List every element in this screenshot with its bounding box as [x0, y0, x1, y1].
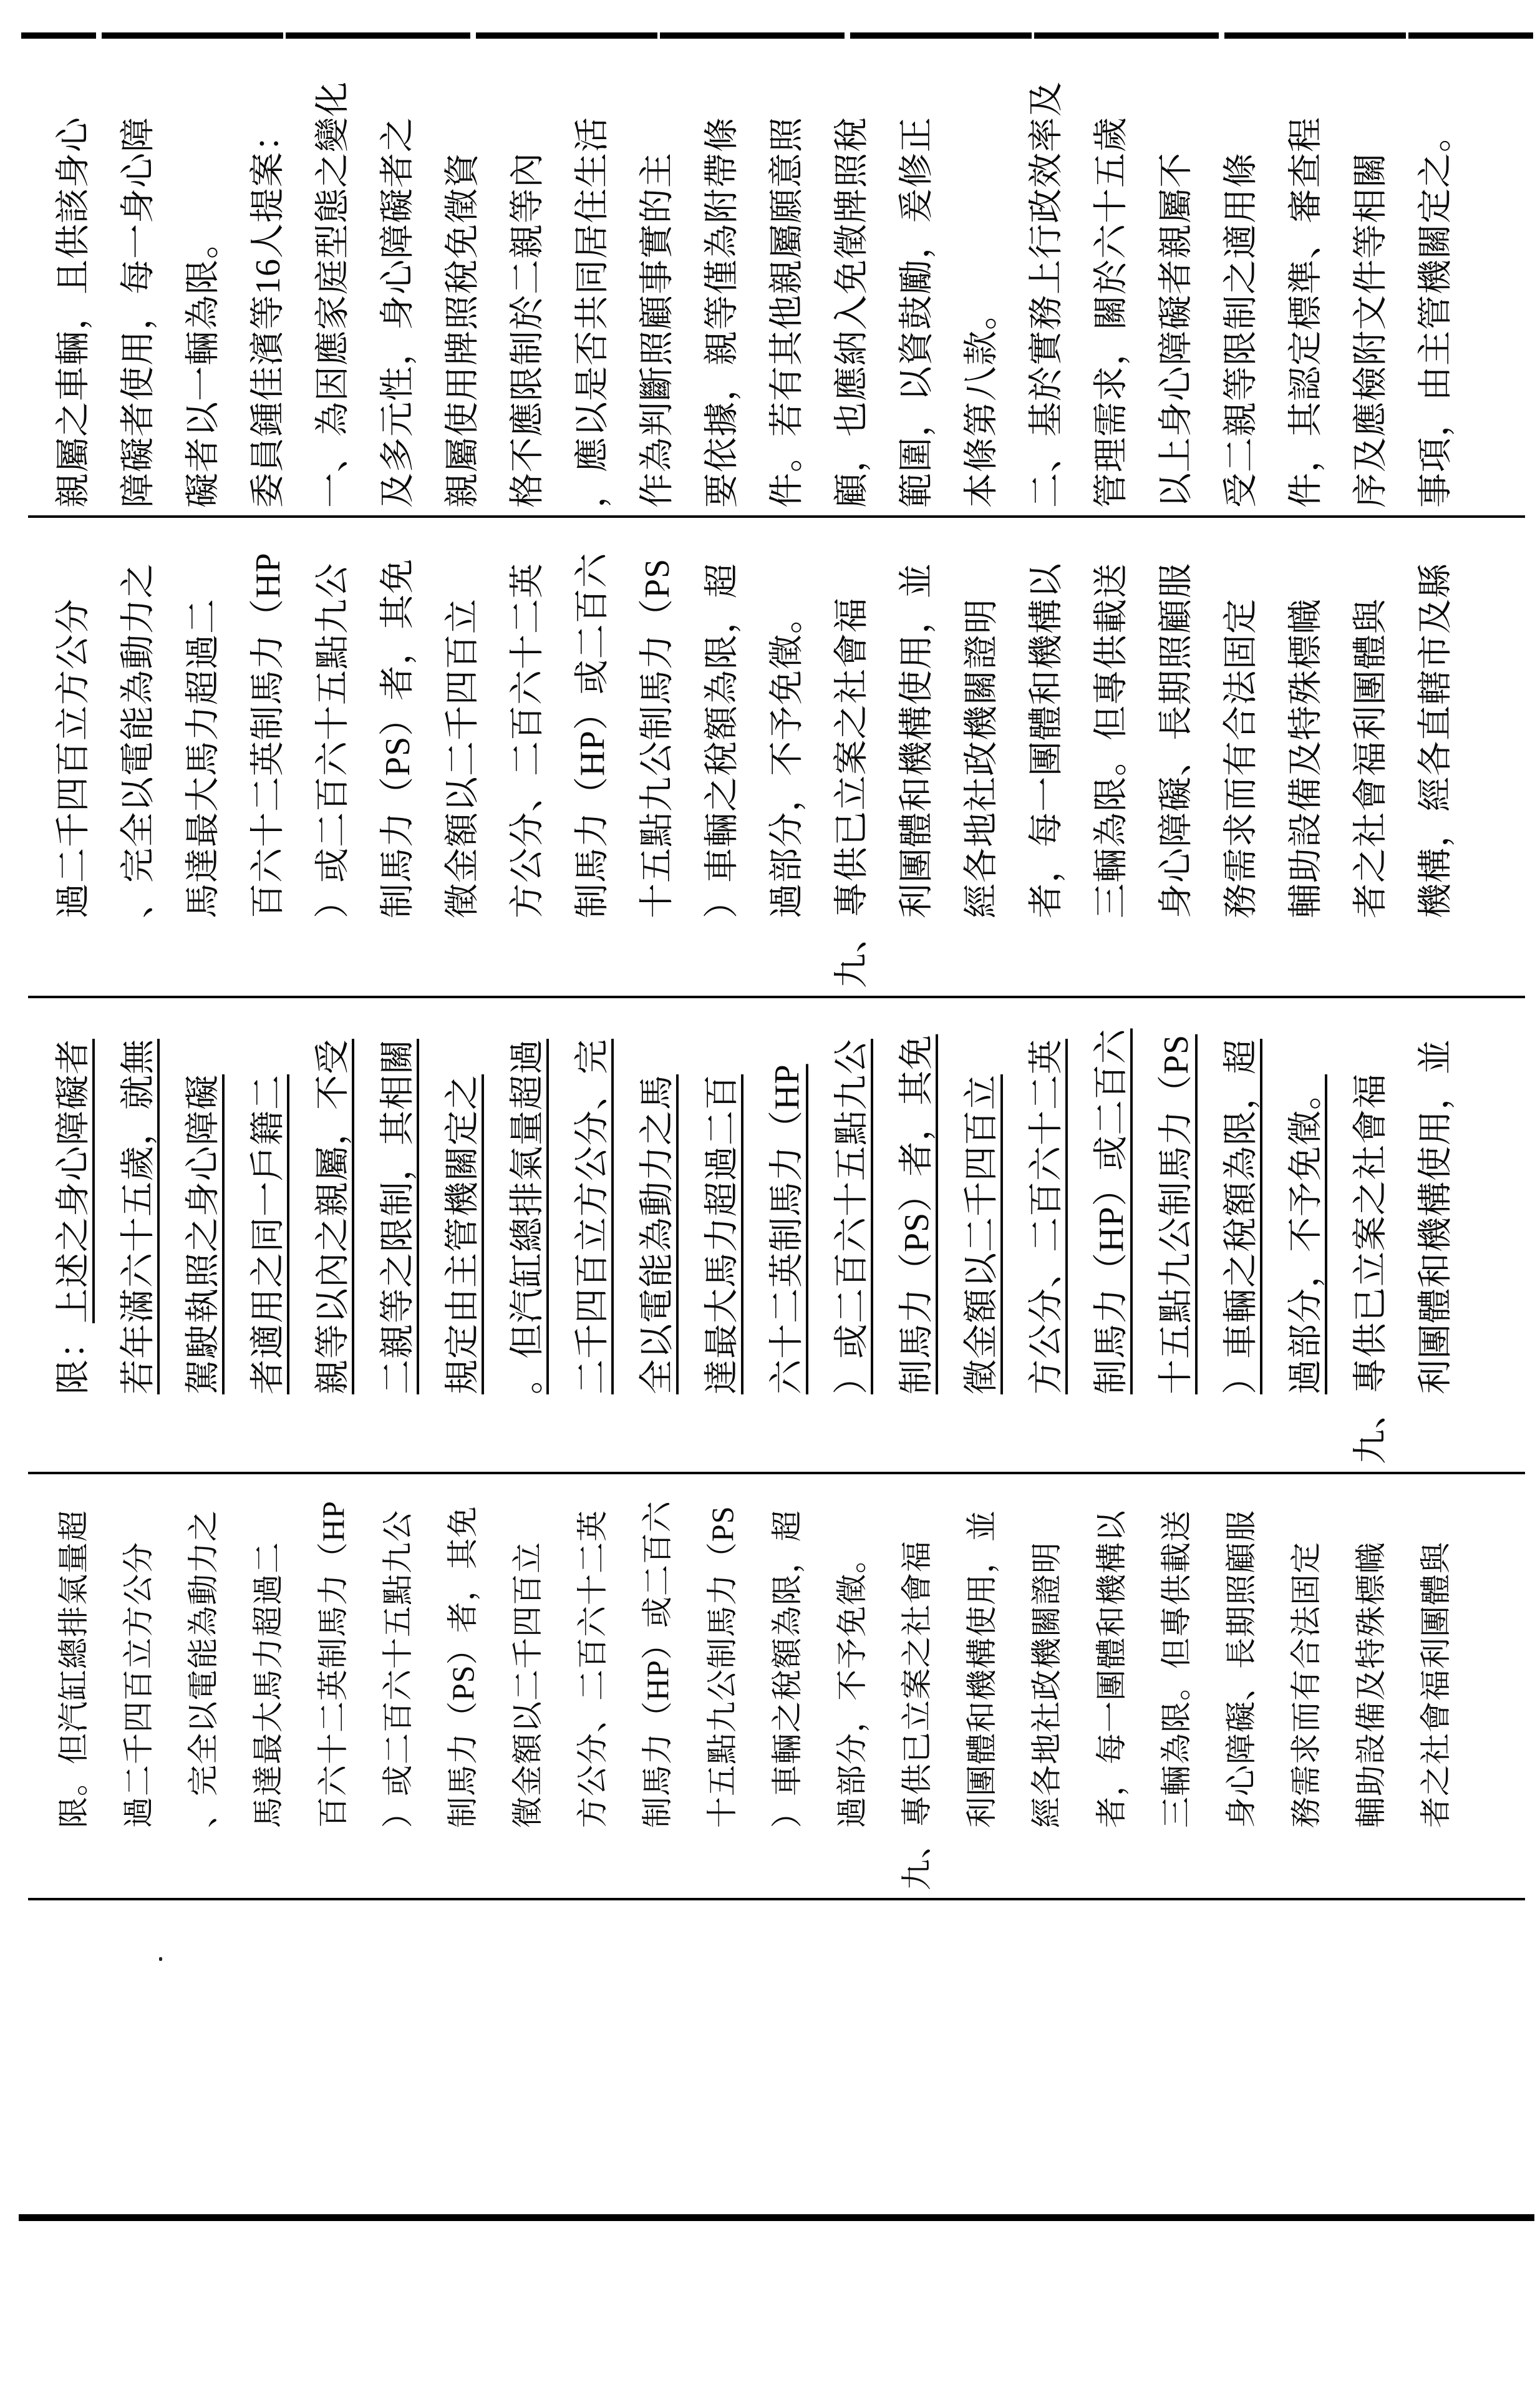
text-line	[41, 520, 106, 988]
provision-text: 限。但汽缸總排氣量超	[56, 1510, 91, 1828]
text-line	[949, 520, 1014, 988]
provision-text: ）車輛之稅額為限，超	[770, 1510, 805, 1828]
amended-text-underlined: 若年滿六十五歲，就無	[119, 1039, 158, 1394]
provision-text: 馬達最大馬力超過二	[251, 1542, 286, 1828]
text-line	[560, 1001, 625, 1464]
provision-text: 序及應檢附文件等相關	[1352, 152, 1390, 508]
text-line	[1144, 520, 1209, 988]
text-line	[366, 41, 430, 508]
table-column-separator	[28, 1898, 1525, 1900]
provision-text: 顧，也應納入免徵牌照稅	[833, 117, 871, 508]
text-line	[430, 520, 495, 988]
provision-text: ，應以是否共同居住生活	[573, 117, 612, 508]
text-line	[495, 1477, 560, 1890]
provision-text: 礙者以一輛為限。	[184, 223, 223, 508]
text-line	[495, 520, 560, 988]
text-line	[1144, 1001, 1209, 1464]
provision-text: 輔助設備及特殊標幟	[1354, 1542, 1388, 1828]
provision-text: 、完全以電能為動力之	[119, 563, 158, 918]
provision-text: 制馬力（PS）者，其免	[379, 558, 417, 918]
text-line	[1079, 1477, 1144, 1890]
text-line	[430, 1477, 495, 1890]
text-line	[949, 41, 1014, 508]
amended-text-underlined: 制馬力（PS）者，其免	[898, 1034, 936, 1394]
table-outer-border-right	[21, 32, 1533, 39]
amended-text-underlined: 方公分、二百六十二英	[1027, 1039, 1066, 1394]
text-line	[301, 1001, 366, 1464]
text-line	[1339, 1477, 1403, 1890]
provision-text: 身心障礙、長期照顧服	[1157, 563, 1196, 918]
text-line	[884, 1001, 949, 1464]
amended-text-underlined: 全以電能為動力之馬	[638, 1074, 677, 1394]
provision-text: 要依據，親等僅為附帶條	[703, 117, 742, 508]
text-line	[755, 1477, 820, 1890]
provision-text: 親屬使用牌照稅免徵資	[443, 152, 482, 508]
amended-text-underlined: 規定由主管機關定之	[443, 1074, 482, 1394]
text-line	[690, 41, 755, 508]
text-line	[1014, 41, 1079, 508]
amended-text-underlined: 二千四百立方公分、完	[573, 1039, 612, 1394]
provision-text: 制馬力（PS）者，其免	[445, 1505, 480, 1828]
amended-text-underlined: 六十二英制馬力（HP	[768, 1064, 806, 1394]
amended-text-underlined: 徵金額以二千四百立	[962, 1074, 1001, 1394]
provision-text: 親屬之車輛，且供該身心	[54, 117, 93, 508]
amended-text-underlined: 達最大馬力超過二百	[703, 1074, 742, 1394]
text-line	[1079, 1001, 1144, 1464]
text-line	[625, 1477, 690, 1890]
amended-text-underlined: ）車輛之稅額為限，超	[1222, 1039, 1261, 1394]
text-line	[884, 41, 949, 508]
provision-text: 百六十二英制馬力（HP	[249, 552, 288, 918]
table-cell-column-2-provision-current	[41, 1477, 1468, 1890]
text-line	[1403, 41, 1468, 508]
text-line	[1274, 520, 1339, 988]
text-line	[1339, 1001, 1403, 1464]
table-column-separator	[28, 1472, 1525, 1474]
provision-text: 二、基於實務上行政效率及	[1027, 81, 1066, 508]
text-line	[236, 1001, 301, 1464]
text-line	[366, 520, 430, 988]
provision-text: 者，每一團體和機構以	[1027, 563, 1066, 918]
provision-text: 利團體和機構使用，並	[898, 563, 936, 918]
text-line	[41, 41, 106, 508]
amended-text-underlined: 。但汽缸總排氣量超過	[508, 1039, 547, 1394]
text-line	[430, 41, 495, 508]
text-line	[171, 41, 236, 508]
text-line	[301, 520, 366, 988]
provision-text: 徵金額以二千四百立	[510, 1542, 545, 1828]
table-column-separator	[28, 996, 1525, 998]
provision-text: 及多元性，身心障礙者之	[379, 117, 417, 508]
provision-text: 方公分、二百六十二英	[575, 1510, 610, 1828]
provision-text: 輔助設備及特殊標幟	[1287, 598, 1325, 918]
text-line	[236, 1477, 301, 1890]
text-line	[171, 520, 236, 988]
provision-text: 經各地社政機關證明	[962, 598, 1001, 918]
provision-text: 者，每一團體和機構以	[1094, 1510, 1129, 1828]
text-line	[41, 1477, 106, 1890]
text-line	[755, 41, 820, 508]
provision-text: 管理需求，關於六十五歲	[1092, 117, 1131, 508]
text-line	[106, 41, 171, 508]
provision-text: 馬達最大馬力超過二	[184, 598, 223, 918]
text-line	[366, 1477, 430, 1890]
provision-text: 方公分、二百六十二英	[508, 563, 547, 918]
text-line	[820, 520, 884, 988]
text-line	[1079, 41, 1144, 508]
provision-text: 本條第八款。	[962, 294, 1001, 508]
text-line	[1403, 1001, 1468, 1464]
amended-text-underlined: 制馬力（HP）或二百六	[1092, 1028, 1131, 1394]
text-line	[301, 41, 366, 508]
table-cell-column-4-provision-proposal	[41, 520, 1468, 988]
provision-text: 件。若有其他親屬願意照	[768, 117, 806, 508]
text-line	[625, 41, 690, 508]
provision-text: 制馬力（HP）或二百六	[640, 1500, 675, 1828]
text-line	[755, 1001, 820, 1464]
amended-text-underlined: 親等以內之親屬，不受	[314, 1039, 352, 1394]
text-line	[820, 41, 884, 508]
text-line	[1274, 41, 1339, 508]
provision-text: ）車輛之稅額為限，超	[703, 563, 742, 918]
provision-text: 務需求而有合法固定	[1222, 598, 1261, 918]
text-line	[1209, 520, 1274, 988]
provision-text: 三輛為限。但專供載送	[1092, 563, 1131, 918]
provision-text: 、完全以電能為動力之	[186, 1510, 221, 1828]
text-line	[106, 520, 171, 988]
text-line	[560, 1477, 625, 1890]
provision-text: ）或二百六十五點九公	[380, 1510, 415, 1828]
provision-text: 障礙者使用，每一身心障	[119, 117, 158, 508]
amended-text-underlined: 駕駛執照之身心障礙	[184, 1074, 223, 1394]
provision-text: 件，其認定標準、審查程	[1287, 117, 1325, 508]
table-outer-border-left	[19, 2214, 1534, 2221]
amended-text-underlined: 十五點九公制馬力（PS	[1157, 1034, 1196, 1394]
provision-text: 範圍，以資鼓勵，爰修正	[898, 117, 936, 508]
text-line	[1014, 1001, 1079, 1464]
text-line	[560, 520, 625, 988]
provision-text: 過二千四百立方公分	[121, 1542, 156, 1828]
provision-text: 經各地社政機關證明	[1029, 1542, 1064, 1828]
text-line	[690, 1001, 755, 1464]
text-line	[1209, 1001, 1274, 1464]
provision-text: ）或二百六十五點九公	[314, 563, 352, 918]
provision-text: 機構，經各直轄市及縣	[1417, 563, 1455, 918]
text-line	[366, 1001, 430, 1464]
text-line	[1403, 1477, 1468, 1890]
provision-text: 過二千四百立方公分	[54, 598, 93, 918]
provision-text: 過部分，不予免徵。	[768, 598, 806, 918]
text-line	[1339, 520, 1403, 988]
text-line	[625, 520, 690, 988]
provision-text: 委員鍾佳濱等16人提案：	[249, 116, 288, 508]
provision-text: 三輛為限。但專供載送	[1159, 1510, 1194, 1828]
provision-text: 格不應限制於二親等內	[508, 152, 547, 508]
text-line	[1144, 41, 1209, 508]
amended-text-underlined: 過部分，不予免徵。	[1287, 1074, 1325, 1394]
text-line	[106, 1001, 171, 1464]
provision-text: 百六十二英制馬力（HP	[316, 1500, 351, 1828]
amended-text-underlined: 上述之身心障礙者	[54, 1039, 93, 1323]
provision-text: 九、專供已立案之社會福	[833, 597, 871, 988]
text-line	[430, 1001, 495, 1464]
text-line	[1274, 1477, 1339, 1890]
amended-text-underlined: 二親等之限制，其相關	[379, 1039, 417, 1394]
provision-text: 者之社會福利團體與	[1352, 598, 1390, 918]
provision-text: 受二親等限制之適用條	[1222, 152, 1261, 508]
text-line	[495, 41, 560, 508]
table-cell-column-3-provision-amended	[41, 1001, 1468, 1464]
text-line	[625, 1001, 690, 1464]
table-cell-column-5-explanation	[41, 41, 1468, 508]
text-line	[755, 520, 820, 988]
text-line	[171, 1477, 236, 1890]
text-line	[1014, 520, 1079, 988]
text-line	[1209, 41, 1274, 508]
provision-text: 過部分，不予免徵。	[835, 1542, 869, 1828]
text-line	[1403, 520, 1468, 988]
provision-text: 九、專供已立案之社會福	[1352, 1073, 1390, 1464]
text-line	[1144, 1477, 1209, 1890]
text-line	[820, 1001, 884, 1464]
text-line	[1209, 1477, 1274, 1890]
provision-text: 務需求而有合法固定	[1289, 1542, 1324, 1828]
text-line	[884, 520, 949, 988]
text-line	[301, 1477, 366, 1890]
text-line	[690, 1477, 755, 1890]
provision-text: 利團體和機構使用，並	[964, 1510, 999, 1828]
text-line	[41, 1001, 106, 1464]
text-line	[1339, 41, 1403, 508]
provision-text: 限：	[54, 1323, 93, 1394]
text-line	[106, 1477, 171, 1890]
provision-text: 身心障礙、長期照顧服	[1224, 1510, 1259, 1828]
provision-text: 一、為因應家庭型態之變化	[314, 81, 352, 508]
provision-text: 者之社會福利團體與	[1418, 1542, 1453, 1828]
table-column-separator	[28, 515, 1525, 518]
text-line	[1274, 1001, 1339, 1464]
provision-text: 徵金額以二千四百立	[443, 598, 482, 918]
scan-noise-speck	[159, 1957, 162, 1961]
text-line	[1079, 520, 1144, 988]
provision-text: 事項，由主管機關定之。	[1417, 117, 1455, 508]
provision-text: 十五點九公制馬力（PS	[705, 1505, 740, 1828]
text-line	[949, 1001, 1014, 1464]
text-line	[884, 1477, 949, 1890]
text-line	[236, 520, 301, 988]
provision-text: 十五點九公制馬力（PS	[638, 558, 677, 918]
text-line	[1014, 1477, 1079, 1890]
text-line	[949, 1477, 1014, 1890]
text-line	[820, 1477, 884, 1890]
text-line	[495, 1001, 560, 1464]
provision-text: 利團體和機構使用，並	[1417, 1039, 1455, 1394]
text-line	[690, 520, 755, 988]
provision-text: 作為判斷照顧事實的主	[638, 152, 677, 508]
text-line	[560, 41, 625, 508]
text-line	[171, 1001, 236, 1464]
amended-text-underlined: 者適用之同一戶籍二	[249, 1074, 288, 1394]
provision-text: 九、專供已立案之社會福	[899, 1540, 934, 1890]
provision-text: 制馬力（HP）或二百六	[573, 552, 612, 918]
provision-text: 以上身心障礙者親屬不	[1157, 152, 1196, 508]
text-line	[236, 41, 301, 508]
amended-text-underlined: ）或二百六十五點九公	[833, 1039, 871, 1394]
